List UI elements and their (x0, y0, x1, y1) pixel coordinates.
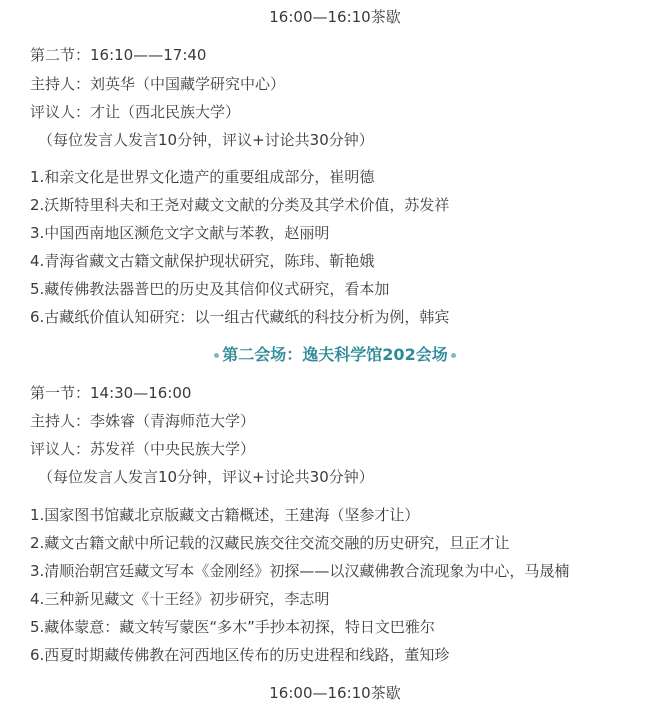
talk-item: 3.中国西南地区濒危文字文献与苯教，赵丽明 (30, 224, 330, 242)
tea-break-top: 16:00—16:10茶歇 (269, 8, 401, 26)
venue-2-session-1-note: （每位发言人发言10分钟，评议+讨论共30分钟） (38, 468, 374, 486)
talk-item: 5.藏体蒙意：藏文转写蒙医“多木”手抄本初探，特日文巴雅尔 (30, 618, 435, 636)
tea-break-bottom: 16:00—16:10茶歇 (269, 684, 401, 702)
bullet-dot-icon (214, 353, 219, 358)
session-2-note: （每位发言人发言10分钟，评议+讨论共30分钟） (38, 131, 374, 149)
talk-item: 2.藏文古籍文献中所记载的汉藏民族交往交流交融的历史研究，旦正才让 (30, 534, 510, 552)
talk-item: 4.青海省藏文古籍文献保护现状研究，陈玮、靳艳娥 (30, 252, 375, 270)
talk-item: 1.国家图书馆藏北京版藏文古籍概述，王建海（坚参才让） (30, 506, 420, 524)
session-2-reviewer: 评议人：才让（西北民族大学） (30, 103, 241, 121)
talk-item: 1.和亲文化是世界文化遗产的重要组成部分，崔明德 (30, 168, 375, 186)
bullet-dot-icon (451, 353, 456, 358)
talk-item: 2.沃斯特里科夫和王尧对藏文文献的分类及其学术价值，苏发祥 (30, 196, 450, 214)
session-2-header: 第二节：16:10——17:40 (30, 46, 207, 64)
talk-item: 4.三种新见藏文《十王经》初步研究，李志明 (30, 590, 330, 608)
session-2-host: 主持人：刘英华（中国藏学研究中心） (30, 75, 286, 93)
venue-2-session-1-header: 第一节：14:30—16:00 (30, 384, 192, 402)
talk-item: 6.古藏纸价值认知研究：以一组古代藏纸的科技分析为例，韩宾 (30, 308, 450, 326)
talk-item: 5.藏传佛教法器普巴的历史及其信仰仪式研究，看本加 (30, 280, 390, 298)
venue-2-session-1-host: 主持人：李姝睿（青海师范大学） (30, 412, 256, 430)
talk-item: 3.清顺治朝宫廷藏文写本《金刚经》初探——以汉藏佛教合流现象为中心，马晟楠 (30, 562, 570, 580)
venue-2-title: 第二会场：逸夫科学馆202会场 (222, 345, 448, 364)
venue-2-heading (0, 345, 670, 365)
venue-2-session-1-reviewer: 评议人：苏发祥（中央民族大学） (30, 440, 256, 458)
talk-item: 6.西夏时期藏传佛教在河西地区传布的历史进程和线路，董知珍 (30, 646, 450, 664)
